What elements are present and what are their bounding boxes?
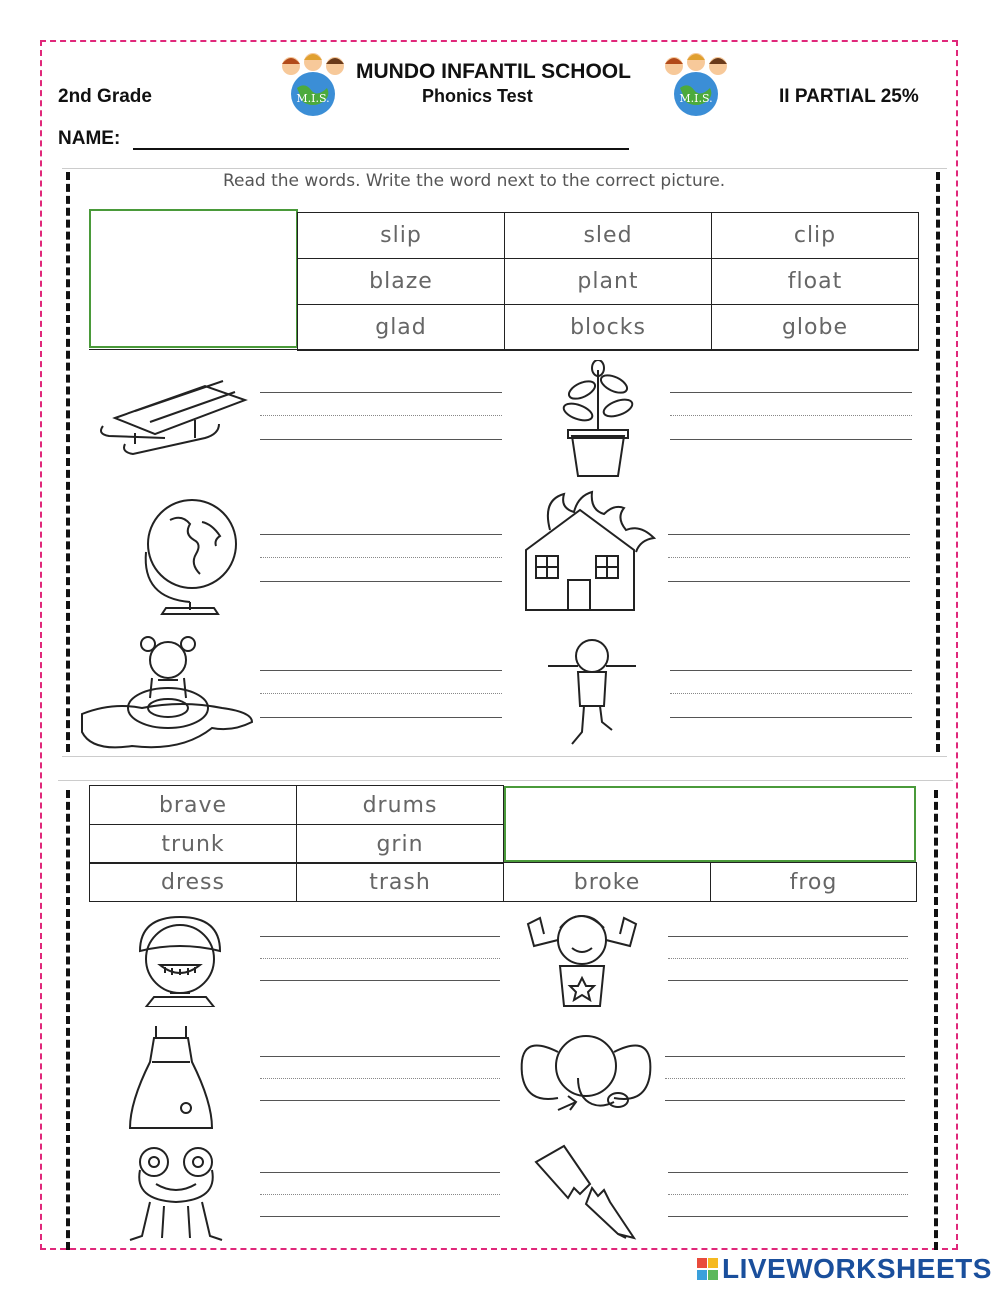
house-fire-icon (520, 490, 660, 615)
word-cell: trash (296, 862, 504, 902)
section2-right-border (934, 790, 938, 1250)
svg-text:M.I.S.: M.I.S. (679, 92, 713, 105)
svg-text:M.I.S.: M.I.S. (296, 92, 330, 105)
partial-label: II PARTIAL 25% (779, 86, 919, 107)
word-table-blank (89, 209, 298, 348)
globe-icon (132, 492, 242, 618)
boy-jumping-icon (542, 632, 642, 754)
school-title: MUNDO INFANTIL SCHOOL (356, 60, 631, 83)
frog-icon (126, 1144, 226, 1244)
girl-float-icon (78, 634, 258, 752)
test-subject: Phonics Test (422, 86, 533, 106)
word-cell: glad (297, 304, 505, 351)
word-cell: drums (296, 785, 504, 825)
word-cell: grin (296, 824, 504, 864)
broken-crayon-icon (530, 1144, 640, 1244)
word-cell: clip (711, 212, 919, 259)
school-logo-left (275, 50, 351, 116)
word-cell: frog (710, 862, 917, 902)
word-table-blank-2 (504, 786, 916, 862)
dress-icon (128, 1022, 214, 1132)
name-label: NAME: (58, 128, 121, 149)
school-logo-right (658, 50, 734, 116)
word-cell: blocks (504, 304, 712, 351)
word-table-bottom (89, 349, 919, 350)
liveworksheets-brand[interactable]: LIVEWORKSHEETS (722, 1253, 992, 1284)
word-cell: sled (504, 212, 712, 259)
word-cell: blaze (297, 258, 505, 305)
section2-left-border (66, 790, 70, 1250)
grade-label: 2nd Grade (58, 86, 152, 107)
brave-boy-icon (520, 906, 644, 1010)
word-cell: trunk (89, 824, 297, 864)
word-cell: brave (89, 785, 297, 825)
word-cell: plant (504, 258, 712, 305)
sled-icon (95, 378, 255, 458)
elephant-trunk-icon (518, 1030, 654, 1118)
liveworksheets-logo-icon (697, 1258, 719, 1282)
section1-bottom-rule (62, 756, 947, 757)
section1-top-rule (62, 168, 947, 169)
word-cell: slip (297, 212, 505, 259)
instructions: Read the words. Write the word next to the correct picture. (223, 171, 726, 191)
word-cell: dress (89, 862, 297, 902)
section2-top-rule (58, 780, 953, 781)
plant-icon (548, 360, 648, 480)
grinning-child-icon (130, 915, 230, 1007)
word-cell: globe (711, 304, 919, 351)
section1-right-border (936, 172, 940, 752)
word-cell: float (711, 258, 919, 305)
word-cell: broke (503, 862, 711, 902)
section1-left-border (66, 172, 70, 752)
name-field[interactable] (133, 148, 629, 150)
